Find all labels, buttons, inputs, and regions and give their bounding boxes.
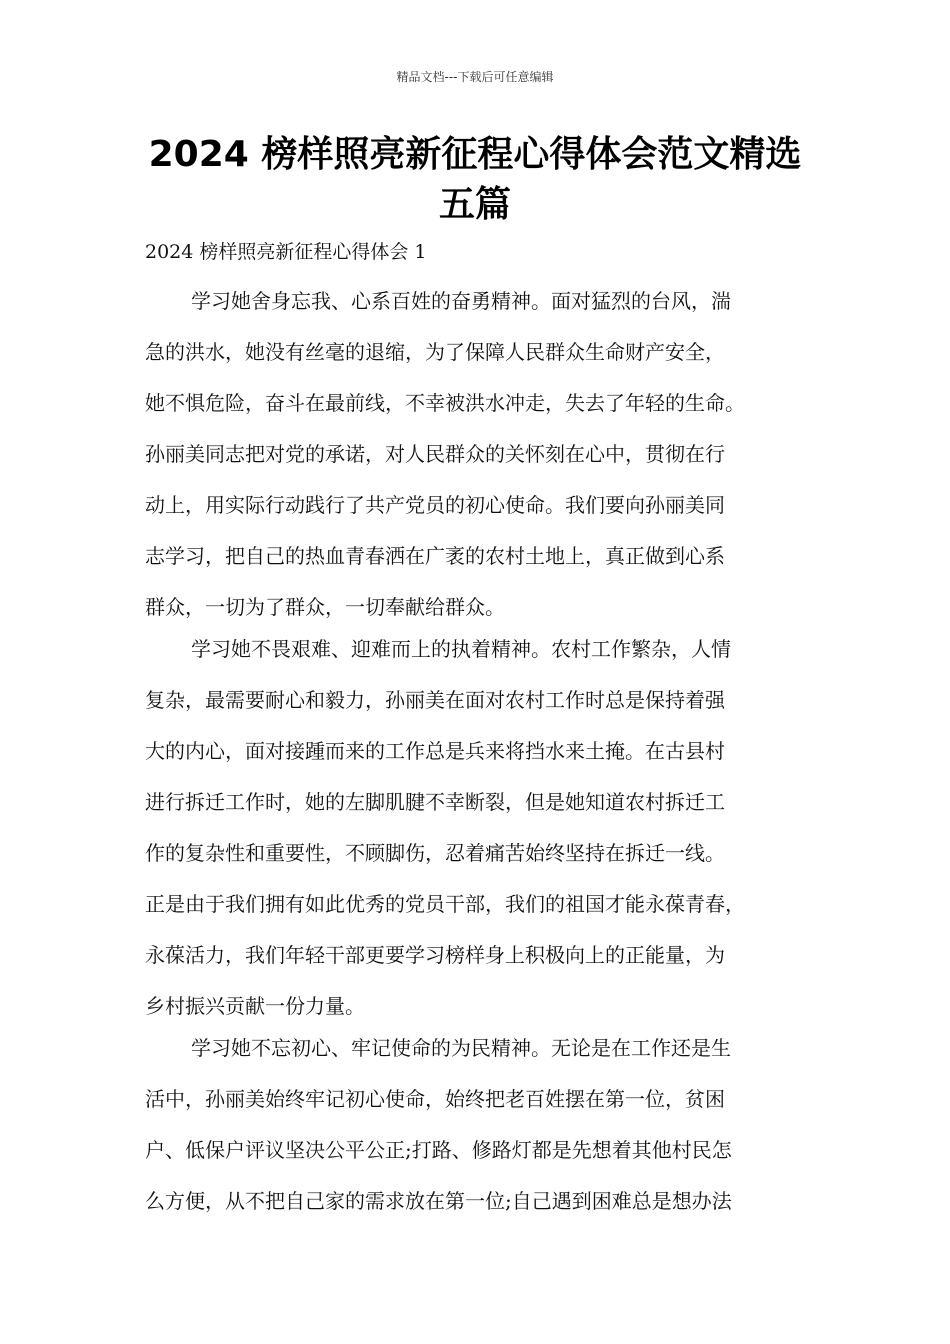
text-line: 永葆活力，我们年轻干部更要学习榜样身上积极向上的正能量，为	[145, 943, 725, 967]
text-line: 她不惧危险，奋斗在最前线，不幸被洪水冲走，失去了年轻的生命。	[145, 391, 745, 415]
text-line: 正是由于我们拥有如此优秀的党员干部，我们的祖国才能永葆青春，	[145, 892, 745, 916]
text-line: 大的内心，面对接踵而来的工作总是兵来将挡水来土掩。在古县村	[145, 739, 725, 763]
title-line-1: 2024 榜样照亮新征程心得体会范文精选	[148, 134, 802, 175]
text-line: 动上，用实际行动践行了共产党员的初心使命。我们要向孙丽美同	[145, 493, 725, 517]
paragraph-2	[145, 635, 825, 1043]
text-line: 乡村振兴贡献一份力量。	[145, 994, 365, 1018]
text-line: 志学习，把自己的热血青春洒在广袤的农村土地上，真正做到心系	[145, 544, 725, 568]
text-line: 户、低保户评议坚决公平公正;打路、修路灯都是先想着其他村民怎	[145, 1138, 732, 1162]
section-heading: 2024 榜样照亮新征程心得体会 1	[145, 241, 427, 263]
text-line: 孙丽美同志把对党的承诺，对人民群众的关怀刻在心中，贯彻在行	[145, 442, 725, 466]
text-line: 学习她舍身忘我、心系百姓的奋勇精神。面对猛烈的台风，湍	[191, 289, 731, 313]
paragraph-3	[145, 1034, 825, 1238]
text-line: 么方便，从不把自己家的需求放在第一位;自己遇到困难总是想办法	[145, 1189, 732, 1213]
text-line: 群众，一切为了群众，一切奉献给群众。	[145, 595, 505, 619]
title-line-2: 五篇	[438, 184, 511, 225]
text-line: 活中，孙丽美始终牢记初心使命，始终把老百姓摆在第一位，贫困	[145, 1087, 725, 1111]
header-note: 精品文档---下载后可任意编辑	[396, 70, 554, 84]
text-line: 学习她不畏艰难、迎难而上的执着精神。农村工作繁杂，人情	[191, 637, 731, 661]
text-line: 复杂，最需要耐心和毅力，孙丽美在面对农村工作时总是保持着强	[145, 688, 725, 712]
paragraph-1	[145, 287, 825, 644]
text-line: 学习她不忘初心、牢记使命的为民精神。无论是在工作还是生	[191, 1036, 731, 1060]
text-line: 进行拆迁工作时，她的左脚肌腱不幸断裂，但是她知道农村拆迁工	[145, 790, 725, 814]
document-title	[120, 130, 830, 230]
text-line: 作的复杂性和重要性，不顾脚伤，忍着痛苦始终坚持在拆迁一线。	[145, 841, 725, 865]
text-line: 急的洪水，她没有丝毫的退缩，为了保障人民群众生命财产安全，	[145, 340, 725, 364]
